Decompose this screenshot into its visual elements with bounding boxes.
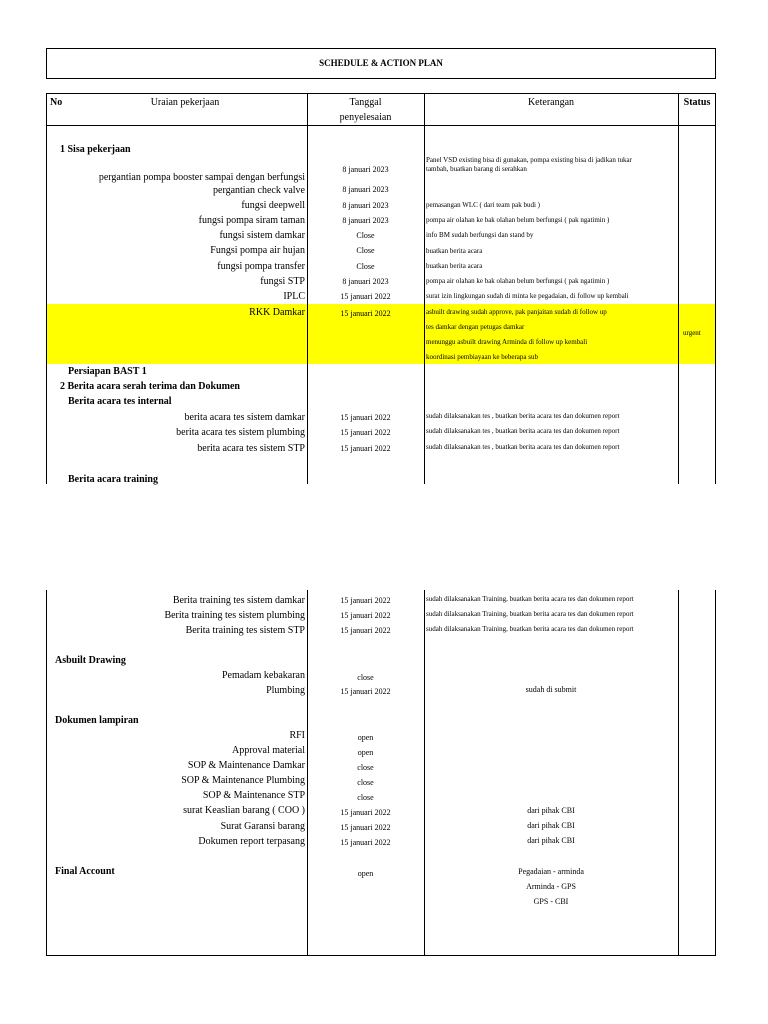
row-date: open (357, 733, 374, 742)
row-date: Close (356, 262, 375, 271)
row-label: Approval material (231, 745, 305, 756)
row-label: Berita training tes sistem plumbing (164, 610, 305, 621)
row-label: Berita training tes sistem STP (185, 625, 305, 636)
row-note: sudah dilaksanakan tes , buatkan berita acara tes dan dokumen report (426, 443, 620, 451)
row-label: berita acara tes sistem STP (197, 443, 305, 454)
final-note: Arminda - GPS (526, 882, 576, 891)
page-title: SCHEDULE & ACTION PLAN (319, 58, 443, 68)
row-date: Close (356, 246, 375, 255)
row-label: fungsi deepwell (241, 200, 305, 211)
row-note: pompa air olahan ke bak olahan belum berfungsi ( pak ngatimin ) (426, 277, 610, 285)
final-date: open (357, 869, 374, 878)
header-tanggal-2: penyelesaian (339, 112, 392, 123)
row-date: 8 januari 2023 (342, 165, 389, 174)
row-date: 8 januari 2023 (342, 277, 389, 286)
rkk-note: koordinasi pembiayaan ke beberapa sub (426, 353, 538, 361)
row-date: 8 januari 2023 (342, 185, 389, 194)
row-date: close (357, 763, 374, 772)
row-date: Close (356, 231, 375, 240)
row-note: sudah dilaksanakan Training, buatkan berita acara tes dan dokumen report (426, 625, 634, 633)
row-note: pemasangan WLC ( dari team pak budi ) (426, 201, 540, 209)
row-note: dari pihak CBI (527, 821, 575, 830)
row-label: fungsi pompa siram taman (198, 215, 305, 226)
row-note: dari pihak CBI (527, 836, 575, 845)
row-label: pergantian pompa booster sampai dengan berfungsi (98, 172, 305, 183)
subsection-final-account: Final Account (55, 866, 115, 877)
row-date: 15 januari 2022 (340, 687, 391, 696)
row-note: buatkan berita acara (426, 262, 483, 270)
row-label: SOP & Maintenance Plumbing (181, 775, 305, 786)
row-date: 15 januari 2022 (340, 292, 391, 301)
subsection-training: Berita acara training (68, 474, 158, 485)
row-label: Pemadam kebakaran (221, 670, 305, 681)
row-date-rkk: 15 januari 2022 (340, 309, 391, 318)
row-note: sudah dilaksanakan Training, buatkan berita acara tes dan dokumen report (426, 610, 634, 618)
row-date: 15 januari 2022 (340, 413, 391, 422)
row-note: sudah dilaksanakan Training, buatkan berita acara tes dan dokumen report (426, 595, 634, 603)
rkk-note: asbuilt drawing sudah approve, pak panjaitan sudah di follow up (426, 308, 607, 316)
row-note-2: tambah, buatkan barang di serahkan (426, 165, 527, 173)
final-note: GPS - CBI (533, 897, 569, 906)
subsection-asbuilt: Asbuilt Drawing (55, 655, 126, 666)
row-label: SOP & Maintenance Damkar (187, 760, 305, 771)
row-date: open (357, 748, 374, 757)
row-label: surat Keaslian barang ( COO ) (183, 805, 305, 816)
row-date: 15 januari 2022 (340, 838, 391, 847)
row-note: Panel VSD existing bisa di gunakan, pompa existing bisa di jadikan tukar (426, 156, 632, 164)
row-label: fungsi sistem damkar (219, 230, 305, 241)
row-date: 15 januari 2022 (340, 428, 391, 437)
row-label: fungsi pompa transfer (217, 261, 305, 272)
header-no: No (50, 97, 63, 108)
row-label: Dokumen report terpasang (198, 836, 305, 847)
row-date: 15 januari 2022 (340, 444, 391, 453)
row-label: IPLC (283, 291, 305, 302)
rkk-note: tes damkar dengan petugas damkar (426, 323, 525, 331)
rkk-note: menunggu asbuilt drawing Arminda di follow up kembali (426, 338, 588, 346)
row-date: close (357, 673, 374, 682)
status-urgent: urgent (683, 329, 701, 337)
row-date: 15 januari 2022 (340, 626, 391, 635)
row-label: berita acara tes sistem plumbing (176, 427, 305, 438)
row-note: info BM sudah berfungsi dan stand by (426, 231, 534, 239)
row-label-rkk: RKK Damkar (249, 307, 305, 318)
header-uraian: Uraian pekerjaan (150, 97, 220, 108)
section-berita-acara: 2 Berita acara serah terima dan Dokumen (60, 381, 240, 392)
row-label: RFI (289, 730, 305, 741)
subsection-tes-internal: Berita acara tes internal (68, 396, 172, 407)
row-date: close (357, 793, 374, 802)
row-note: dari pihak CBI (527, 806, 575, 815)
row-date: 8 januari 2023 (342, 201, 389, 210)
row-note: sudah di submit (525, 685, 577, 694)
row-date: 8 januari 2023 (342, 216, 389, 225)
final-note: Pegadaian - arminda (518, 867, 584, 876)
header-tanggal: Tanggal (349, 97, 382, 108)
row-label: SOP & Maintenance STP (202, 790, 305, 801)
row-label: berita acara tes sistem damkar (184, 412, 305, 423)
row-date: 15 januari 2022 (340, 596, 391, 605)
row-date: 15 januari 2022 (340, 823, 391, 832)
row-note: pompa air olahan ke bak olahan belum berfungsi ( pak ngatimin ) (426, 216, 610, 224)
section-sisa-pekerjaan: 1 Sisa pekerjaan (60, 144, 131, 155)
header-keterangan: Keterangan (527, 97, 575, 108)
subsection-dokumen: Dokumen lampiran (55, 715, 139, 726)
header-status: Status (683, 97, 711, 108)
persiapan-bast: Persiapan BAST 1 (68, 366, 147, 377)
row-date: 15 januari 2022 (340, 611, 391, 620)
row-date: close (357, 778, 374, 787)
row-label: Berita training tes sistem damkar (172, 595, 305, 606)
row-label: pergantian check valve (213, 185, 305, 196)
row-label: Fungsi pompa air hujan (210, 245, 305, 256)
row-note: sudah dilaksanakan tes , buatkan berita acara tes dan dokumen report (426, 427, 620, 435)
row-date: 15 januari 2022 (340, 808, 391, 817)
row-note: sudah dilaksanakan tes , buatkan berita acara tes dan dokumen report (426, 412, 620, 420)
row-label: Surat Garansi barang (220, 821, 305, 832)
row-note: surat izin lingkungan sudah di minta ke pegadaian, di follow up kembali (426, 292, 629, 300)
row-label: fungsi STP (260, 276, 305, 287)
row-note: buatkan berita acara (426, 247, 483, 255)
row-label: Plumbing (266, 685, 305, 696)
